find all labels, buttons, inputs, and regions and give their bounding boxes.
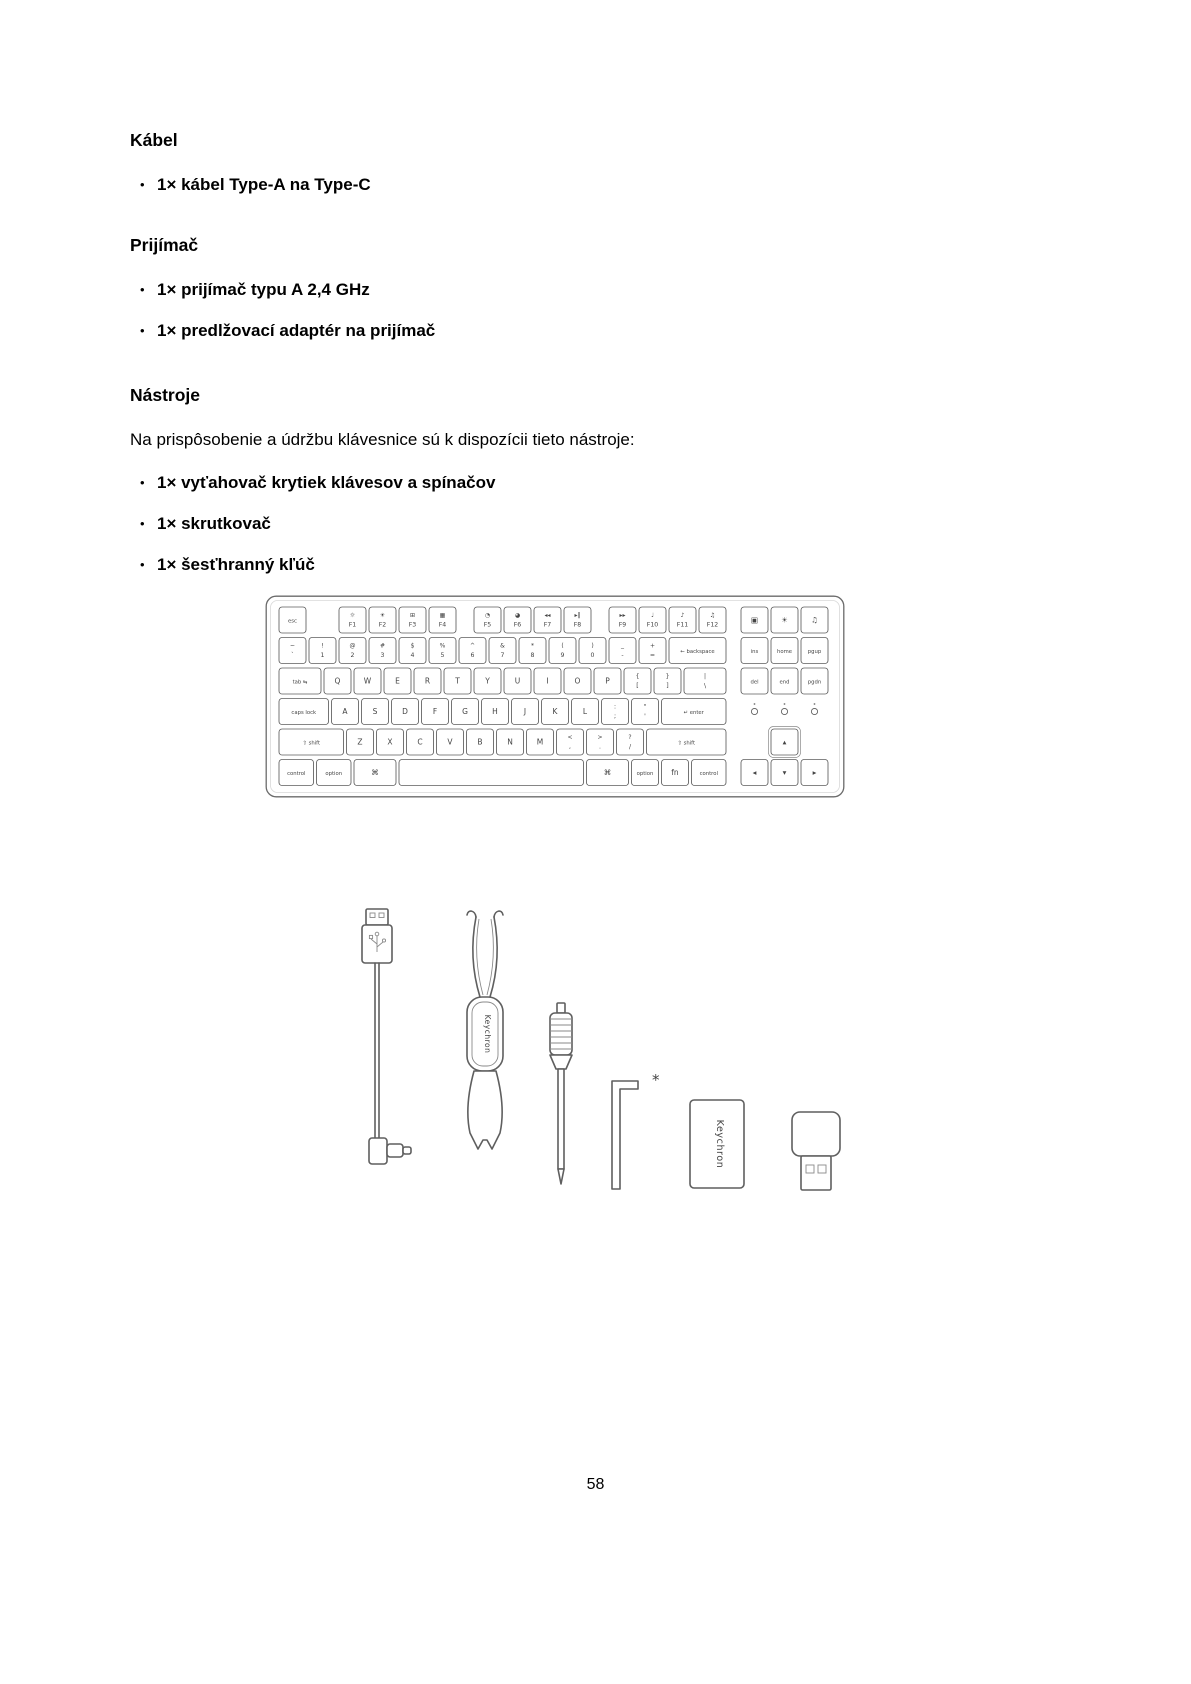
key-w — [354, 668, 381, 694]
svg-text:♫: ♫ — [811, 615, 818, 625]
svg-text:▣: ▣ — [750, 615, 759, 625]
key-backlight — [771, 607, 798, 633]
svg-text:F4: F4 — [438, 621, 447, 629]
svg-text:?: ? — [628, 734, 632, 741]
svg-text:☀: ☀ — [781, 615, 788, 625]
svg-text:end: end — [779, 679, 790, 686]
key-t — [444, 668, 471, 694]
key-6 — [459, 638, 486, 664]
key-l — [572, 699, 599, 725]
key-z — [347, 729, 374, 755]
svg-text:Q: Q — [334, 676, 341, 686]
svg-text:Z: Z — [357, 737, 363, 747]
key-tab — [279, 668, 321, 694]
list-item-text: 1× kábel Type-A na Type-C — [157, 175, 371, 194]
key-key — [617, 729, 644, 755]
svg-text:T: T — [455, 676, 460, 686]
svg-text:5: 5 — [440, 652, 445, 659]
key-u — [504, 668, 531, 694]
list-item — [130, 472, 1080, 493]
svg-text:J: J — [523, 707, 527, 717]
svg-text:4: 4 — [410, 652, 415, 659]
key-f3 — [399, 607, 426, 633]
svg-text:6: 6 — [470, 652, 475, 659]
svg-text:↵ enter: ↵ enter — [683, 710, 704, 717]
svg-text:B: B — [477, 737, 483, 747]
svg-text:,: , — [569, 743, 571, 751]
key-o — [564, 668, 591, 694]
key-4 — [399, 638, 426, 664]
section-heading-tools: Nástroje — [130, 385, 201, 405]
usb-dongle-illustration — [792, 1112, 840, 1190]
key-end — [771, 668, 798, 694]
svg-text:☼: ☼ — [349, 612, 356, 619]
svg-text:I: I — [546, 676, 549, 686]
svg-text:`: ` — [290, 652, 295, 659]
key-del — [741, 668, 768, 694]
key-esc — [279, 607, 306, 633]
svg-text:): ) — [591, 642, 594, 650]
svg-text:⊞: ⊞ — [409, 612, 416, 619]
key-key — [609, 638, 636, 664]
accessories-illustration — [340, 903, 1080, 1208]
svg-text:▾: ▾ — [782, 768, 787, 778]
svg-text:option: option — [325, 771, 343, 778]
key-1 — [309, 638, 336, 664]
key-key — [624, 668, 651, 694]
key-f2 — [369, 607, 396, 633]
svg-text:(: ( — [561, 642, 564, 650]
svg-text:<: < — [567, 734, 573, 741]
svg-text:&: & — [500, 642, 505, 650]
svg-text:← backspace: ← backspace — [680, 649, 715, 656]
svg-text:♩: ♩ — [651, 612, 654, 619]
svg-text:}: } — [665, 673, 670, 680]
svg-text:9: 9 — [560, 652, 565, 659]
key-command-right — [587, 760, 629, 786]
list-item-text: 1× vyťahovač krytiek klávesov a spínačov — [157, 473, 496, 492]
key-q — [324, 668, 351, 694]
svg-text:S: S — [372, 707, 378, 717]
screwdriver-illustration — [550, 1003, 572, 1184]
section-receiver — [130, 235, 1080, 341]
svg-text:♫: ♫ — [709, 612, 716, 619]
svg-text:control: control — [699, 771, 718, 778]
key-f1 — [339, 607, 366, 633]
key-f10 — [639, 607, 666, 633]
svg-text:Y: Y — [485, 676, 490, 686]
svg-text:]: ] — [666, 682, 669, 690]
svg-text:◕: ◕ — [514, 612, 521, 619]
svg-text:M: M — [536, 737, 544, 747]
svg-text:G: G — [462, 707, 468, 717]
svg-text:8: 8 — [530, 652, 535, 659]
bullet-marker: • — [140, 516, 145, 531]
page-number: 58 — [586, 1476, 605, 1493]
svg-text:_: _ — [621, 642, 624, 650]
key-9 — [549, 638, 576, 664]
svg-text:>: > — [597, 734, 603, 741]
key-key — [632, 699, 659, 725]
list-item — [130, 513, 1080, 534]
keycap-puller-illustration — [467, 911, 503, 1149]
list-item — [130, 279, 1080, 300]
svg-text:W: W — [363, 676, 372, 686]
svg-text:[: [ — [636, 682, 639, 690]
key-2 — [339, 638, 366, 664]
list-item — [130, 554, 1080, 575]
key-7 — [489, 638, 516, 664]
key-home — [771, 638, 798, 664]
tools-intro-text: Na prispôsobenie a údržbu klávesnice sú k dispozícii tieto nástroje: — [130, 430, 635, 449]
key-key — [557, 729, 584, 755]
key-option — [632, 760, 659, 786]
svg-text:▸: ▸ — [812, 768, 817, 778]
svg-text:#: # — [379, 642, 386, 650]
page-content — [130, 130, 1080, 1208]
key-backspace — [669, 638, 726, 664]
svg-text:H: H — [492, 707, 498, 717]
svg-text:-: - — [621, 652, 624, 659]
svg-text::: : — [613, 703, 617, 711]
key-key — [654, 668, 681, 694]
svg-text:ins: ins — [750, 649, 759, 656]
svg-text:=: = — [649, 652, 656, 659]
svg-text:%: % — [439, 642, 446, 650]
svg-text:': ' — [644, 713, 646, 720]
svg-text:L: L — [582, 707, 588, 717]
section-tools — [130, 385, 1080, 575]
key-pgup — [801, 638, 828, 664]
key-f4 — [429, 607, 456, 633]
key-0 — [579, 638, 606, 664]
svg-text:F11: F11 — [676, 621, 689, 629]
keyboard-svg — [265, 595, 845, 798]
key-media — [801, 607, 828, 633]
svg-text:◔: ◔ — [484, 612, 491, 619]
svg-text:X: X — [387, 737, 393, 747]
key-screenshot — [741, 607, 768, 633]
key-command-left — [354, 760, 396, 786]
key-m — [527, 729, 554, 755]
svg-text:fn: fn — [671, 768, 679, 778]
svg-text:F5: F5 — [483, 621, 492, 629]
svg-text:F3: F3 — [408, 621, 417, 629]
hex-key-footnote-asterisk: * — [652, 1071, 660, 1089]
key-x — [377, 729, 404, 755]
svg-text:F9: F9 — [618, 621, 627, 629]
key-pgdn — [801, 668, 828, 694]
hex-key-illustration — [612, 1071, 660, 1189]
list-item — [130, 174, 1080, 195]
key-key — [279, 638, 306, 664]
svg-text:N: N — [507, 737, 513, 747]
list-item-text: 1× predlžovací adaptér na prijímač — [157, 321, 436, 340]
svg-text:◂◂: ◂◂ — [544, 612, 551, 619]
key-key — [587, 729, 614, 755]
key-arrow-right — [801, 760, 828, 786]
svg-text:7: 7 — [500, 652, 505, 659]
key-fn — [662, 760, 689, 786]
key-ins — [741, 638, 768, 664]
key-e — [384, 668, 411, 694]
key-enter — [662, 699, 727, 725]
svg-text:O: O — [574, 676, 581, 686]
svg-text:pgup: pgup — [807, 649, 822, 656]
svg-text:F2: F2 — [378, 621, 387, 629]
svg-text:▦: ▦ — [439, 612, 446, 619]
svg-text:V: V — [447, 737, 453, 747]
svg-text:▸▸: ▸▸ — [619, 612, 626, 619]
svg-text:F1: F1 — [348, 621, 357, 629]
key-control — [279, 760, 314, 786]
key-8 — [519, 638, 546, 664]
svg-text:+: + — [649, 642, 656, 650]
key-arrow-down — [771, 760, 798, 786]
svg-text:⌘: ⌘ — [371, 768, 379, 778]
svg-text:*: * — [531, 642, 534, 650]
svg-text:;: ; — [613, 713, 617, 720]
svg-text:K: K — [552, 707, 558, 717]
key-f — [422, 699, 449, 725]
key-control — [692, 760, 727, 786]
list-item-text: 1× prijímač typu A 2,4 GHz — [157, 280, 370, 299]
svg-text:{: { — [635, 673, 640, 680]
svg-text:|: | — [703, 673, 707, 680]
svg-text:⌘: ⌘ — [603, 768, 612, 778]
key-shift-right — [647, 729, 727, 755]
receiver-brand-label: Keychron — [714, 1119, 725, 1169]
svg-text:P: P — [605, 676, 610, 686]
svg-text:☀: ☀ — [379, 612, 386, 619]
key-y — [474, 668, 501, 694]
section-heading-receiver: Prijímač — [130, 235, 199, 255]
svg-text:caps lock: caps lock — [291, 710, 317, 717]
svg-text:~: ~ — [289, 642, 296, 650]
svg-text:1: 1 — [320, 652, 325, 659]
key-f8 — [564, 607, 591, 633]
svg-text:pgdn: pgdn — [807, 679, 822, 686]
key-3 — [369, 638, 396, 664]
bullet-marker: • — [140, 323, 145, 338]
key-s — [362, 699, 389, 725]
svg-text:▸‖: ▸‖ — [574, 612, 581, 619]
key-arrow-up — [769, 727, 801, 758]
svg-text:\: \ — [703, 682, 707, 690]
svg-text:esc: esc — [288, 618, 297, 625]
svg-text:D: D — [402, 707, 408, 717]
receiver-adapter-illustration — [690, 1100, 744, 1188]
key-b — [467, 729, 494, 755]
key-key — [602, 699, 629, 725]
svg-text:.: . — [599, 743, 601, 751]
svg-text:U: U — [514, 676, 521, 686]
key-key — [639, 638, 666, 664]
svg-text:2: 2 — [350, 652, 355, 659]
key-c — [407, 729, 434, 755]
key-d — [392, 699, 419, 725]
list-item-text: 1× šesťhranný kľúč — [157, 555, 315, 574]
key-capslock — [279, 699, 329, 725]
key-5 — [429, 638, 456, 664]
svg-text:⇧ shift: ⇧ shift — [677, 740, 696, 747]
list-item — [130, 320, 1080, 341]
key-key — [684, 668, 726, 694]
svg-text:control: control — [287, 771, 306, 778]
key-shift-left — [279, 729, 344, 755]
svg-text:R: R — [424, 676, 431, 686]
svg-text:@: @ — [349, 642, 356, 650]
key-f12 — [699, 607, 726, 633]
svg-text:F8: F8 — [573, 621, 582, 629]
svg-text:▴: ▴ — [782, 737, 787, 747]
key-f9 — [609, 607, 636, 633]
svg-text:F10: F10 — [646, 621, 659, 629]
key-option — [317, 760, 352, 786]
section-cable — [130, 130, 1080, 195]
svg-text:": " — [643, 703, 647, 711]
key-k — [542, 699, 569, 725]
svg-text:E: E — [395, 676, 400, 686]
key-f6 — [504, 607, 531, 633]
svg-text:♪: ♪ — [680, 612, 685, 619]
svg-text:⇧ shift: ⇧ shift — [302, 740, 321, 747]
bullet-marker: • — [140, 282, 145, 297]
usb-cable-illustration — [362, 909, 411, 1164]
key-p — [594, 668, 621, 694]
key-v — [437, 729, 464, 755]
svg-text:option: option — [636, 771, 654, 778]
key-g — [452, 699, 479, 725]
puller-brand-label: Keychron — [483, 1014, 492, 1054]
svg-text:del: del — [750, 679, 759, 686]
key-h — [482, 699, 509, 725]
accessories-svg — [340, 903, 860, 1203]
svg-text:C: C — [417, 737, 423, 747]
keyboard-illustration — [265, 595, 1080, 803]
key-i — [534, 668, 561, 694]
key-f11 — [669, 607, 696, 633]
key-a — [332, 699, 359, 725]
key-arrow-left — [741, 760, 768, 786]
svg-text:0: 0 — [590, 652, 595, 659]
bullet-marker: • — [140, 475, 145, 490]
svg-text:/: / — [628, 743, 632, 751]
svg-text:^: ^ — [469, 642, 476, 650]
key-n — [497, 729, 524, 755]
svg-text:A: A — [342, 707, 348, 717]
svg-text:$: $ — [410, 642, 415, 650]
key-f5 — [474, 607, 501, 633]
key-j — [512, 699, 539, 725]
svg-text:tab ⇆: tab ⇆ — [292, 679, 308, 686]
key-f7 — [534, 607, 561, 633]
key-r — [414, 668, 441, 694]
svg-text:home: home — [776, 649, 793, 656]
svg-text:F: F — [432, 707, 438, 717]
svg-text:F12: F12 — [706, 621, 719, 629]
bullet-marker: • — [140, 557, 145, 572]
svg-text:F6: F6 — [513, 621, 522, 629]
svg-text:!: ! — [321, 642, 324, 650]
svg-text:F7: F7 — [543, 621, 552, 629]
svg-text:◂: ◂ — [752, 768, 757, 778]
svg-text:3: 3 — [380, 652, 385, 659]
key-space — [399, 760, 584, 786]
list-item-text: 1× skrutkovač — [157, 514, 271, 533]
bullet-marker: • — [140, 177, 145, 192]
section-heading-cable: Kábel — [130, 130, 178, 150]
